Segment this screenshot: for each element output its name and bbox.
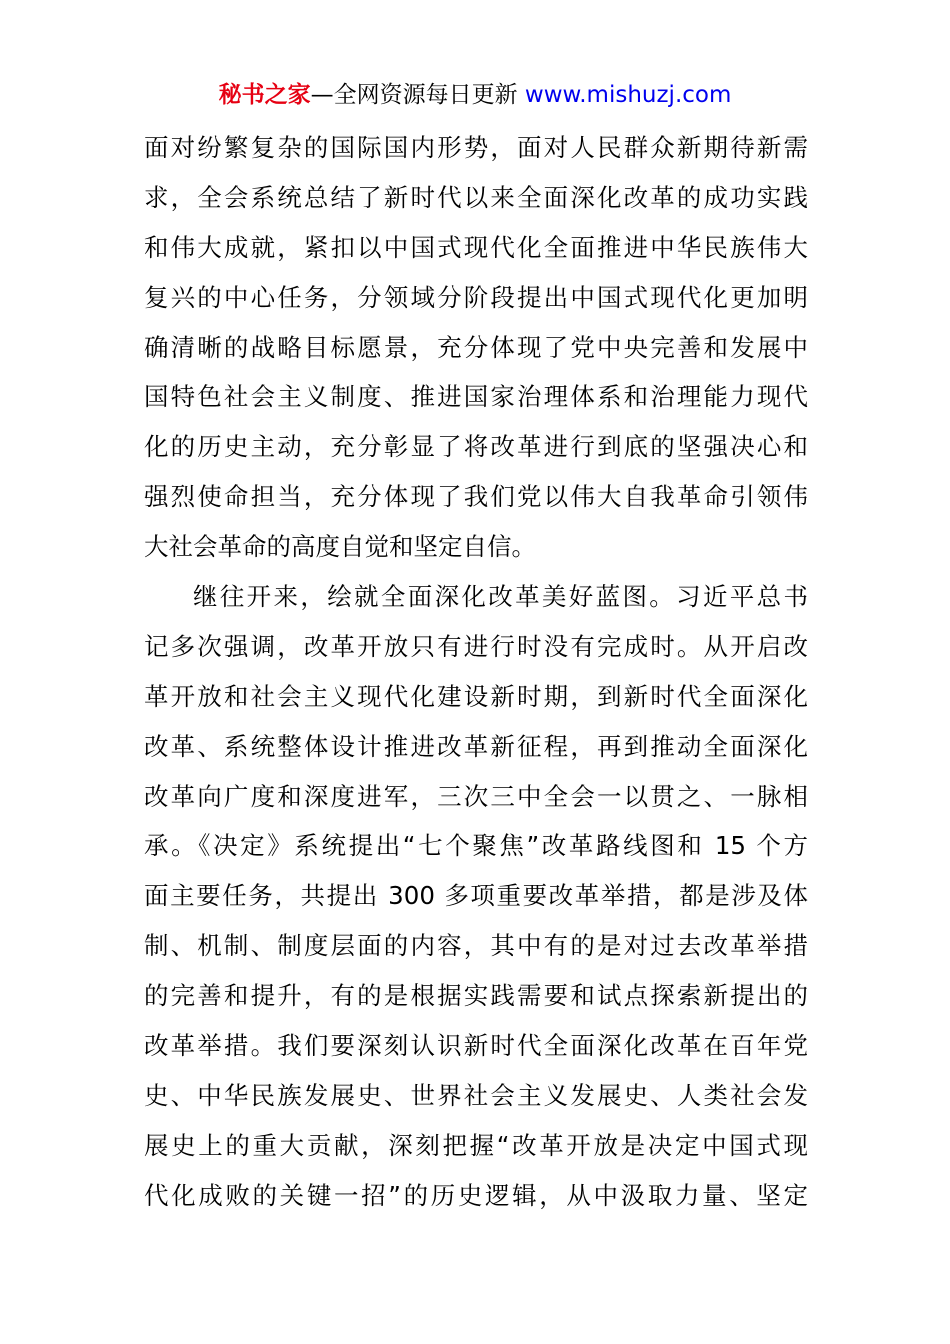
text-line: 改革举措。我们要深刻认识新时代全面深化改革在百年党 [144, 1031, 808, 1061]
text-line: 展史上的重大贡献，深刻把握“改革开放是决定中国式现 [144, 1130, 808, 1160]
header-tagline: —全网资源每日更新 [310, 82, 518, 108]
text-line: 化的历史主动，充分彰显了将改革进行到底的坚强决心和 [144, 432, 808, 462]
text-line: 承。《决定》系统提出“七个聚焦”改革路线图和 15 个方 [144, 831, 808, 861]
text-line: 国特色社会主义制度、推进国家治理体系和治理能力现代 [144, 382, 808, 412]
text-line: 面主要任务，共提出 300 多项重要改革举措，都是涉及体 [144, 881, 808, 911]
text-line: 改革向广度和深度进军，三次三中全会一以贯之、一脉相 [144, 781, 808, 811]
text-line: 大社会革命的高度自觉和坚定自信。 [144, 532, 536, 562]
text-line: 和伟大成就，紧扣以中国式现代化全面推进中华民族伟大 [144, 232, 808, 262]
text-line: 记多次强调，改革开放只有进行时没有完成时。从开启改 [144, 631, 808, 661]
text-line: 面对纷繁复杂的国际国内形势，面对人民群众新期待新需 [144, 133, 808, 162]
text-line: 继往开来，绘就全面深化改革美好蓝图。习近平总书 [193, 582, 808, 612]
text-line: 的完善和提升，有的是根据实践需要和试点探索新提出的 [144, 981, 808, 1011]
text-line: 复兴的中心任务，分领域分阶段提出中国式现代化更加明 [144, 282, 808, 312]
text-line: 制、机制、制度层面的内容，其中有的是对过去改革举措 [144, 931, 808, 961]
text-line: 确清晰的战略目标愿景，充分体现了党中央完善和发展中 [144, 332, 808, 362]
page-header [0, 78, 950, 112]
paragraph-2 [144, 572, 808, 1221]
text-line: 求，全会系统总结了新时代以来全面深化改革的成功实践 [144, 182, 808, 212]
text-line: 强烈使命担当，充分体现了我们党以伟大自我革命引领伟 [144, 482, 808, 512]
text-line: 代化成败的关键一招”的历史逻辑，从中汲取力量、坚定 [144, 1180, 808, 1210]
document-body [144, 123, 808, 1221]
text-line: 史、中华民族发展史、世界社会主义发展史、人类社会发 [144, 1080, 808, 1110]
text-line: 革开放和社会主义现代化建设新时期，到新时代全面深化 [144, 681, 808, 711]
header-brand: 秘书之家 [218, 82, 311, 108]
paragraph-1 [144, 123, 808, 572]
header-url-link[interactable]: www.mishuzj.com [524, 82, 732, 108]
text-line: 改革、系统整体设计推进改革新征程，再到推动全面深化 [144, 731, 808, 761]
